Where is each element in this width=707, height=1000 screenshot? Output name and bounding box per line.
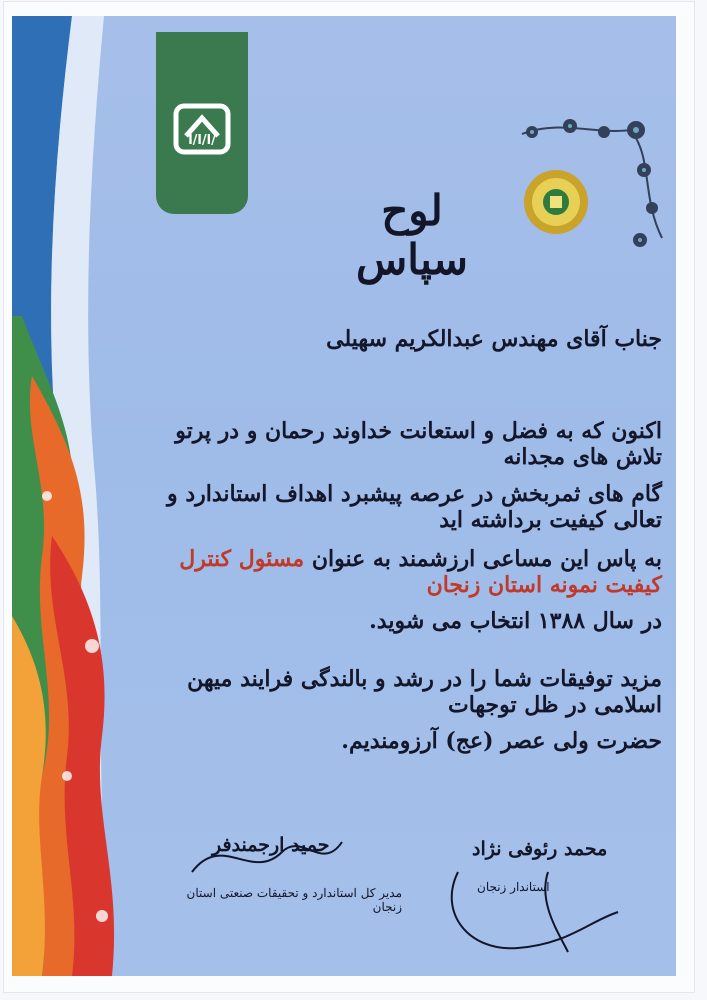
left-signature-icon bbox=[182, 822, 352, 892]
left-signatory-title: مدیر کل استاندارد و تحقیقات صنعتی استان زنجان bbox=[186, 886, 402, 914]
paragraph-line-3-prefix: به پاس این مساعی ارزشمند به عنوان bbox=[311, 546, 662, 572]
paragraph-line-2: گام های ثمربخش در عرصه پیشبرد اهداف استاندارد و تعالی کیفیت برداشته اید bbox=[167, 481, 662, 533]
right-signature-icon bbox=[438, 852, 628, 962]
right-signatory-name: محمد رئوفی نژاد bbox=[472, 838, 608, 860]
certificate-sheet bbox=[4, 2, 694, 992]
award-title-highlight: مسئول کنترل کیفیت نمونه استان زنجان bbox=[179, 546, 662, 598]
floral-ornament-icon bbox=[512, 108, 672, 258]
certificate-title: لوح سپاس bbox=[356, 186, 468, 284]
paragraph-line-4: در سال ۱۳۸۸ انتخاب می شوید. bbox=[369, 608, 662, 634]
paragraph-line-3 bbox=[162, 546, 662, 598]
paragraph-line-5: مزید توفیقات شما را در رشد و بالندگی فرایند میهن اسلامی در ظل توجهات bbox=[187, 666, 662, 718]
logo-label: ا/ا/ا/ bbox=[188, 133, 216, 148]
paragraph-line-1: اکنون که به فضل و استعانت خداوند رحمان و در پرتو تلاش های مجدانه bbox=[175, 418, 662, 470]
paragraph-line-6: حضرت ولی عصر (عج) آرزومندیم. bbox=[341, 728, 662, 754]
standard-logo-icon bbox=[172, 100, 232, 158]
certificate-paper bbox=[12, 16, 676, 976]
left-signatory-name: حمید ارجمندفر bbox=[212, 834, 330, 856]
right-signatory-title: استاندار زنجان bbox=[477, 880, 550, 894]
salutation: جناب آقای مهندس عبدالکریم سهیلی bbox=[326, 326, 662, 352]
decorative-wave-band bbox=[12, 16, 122, 976]
